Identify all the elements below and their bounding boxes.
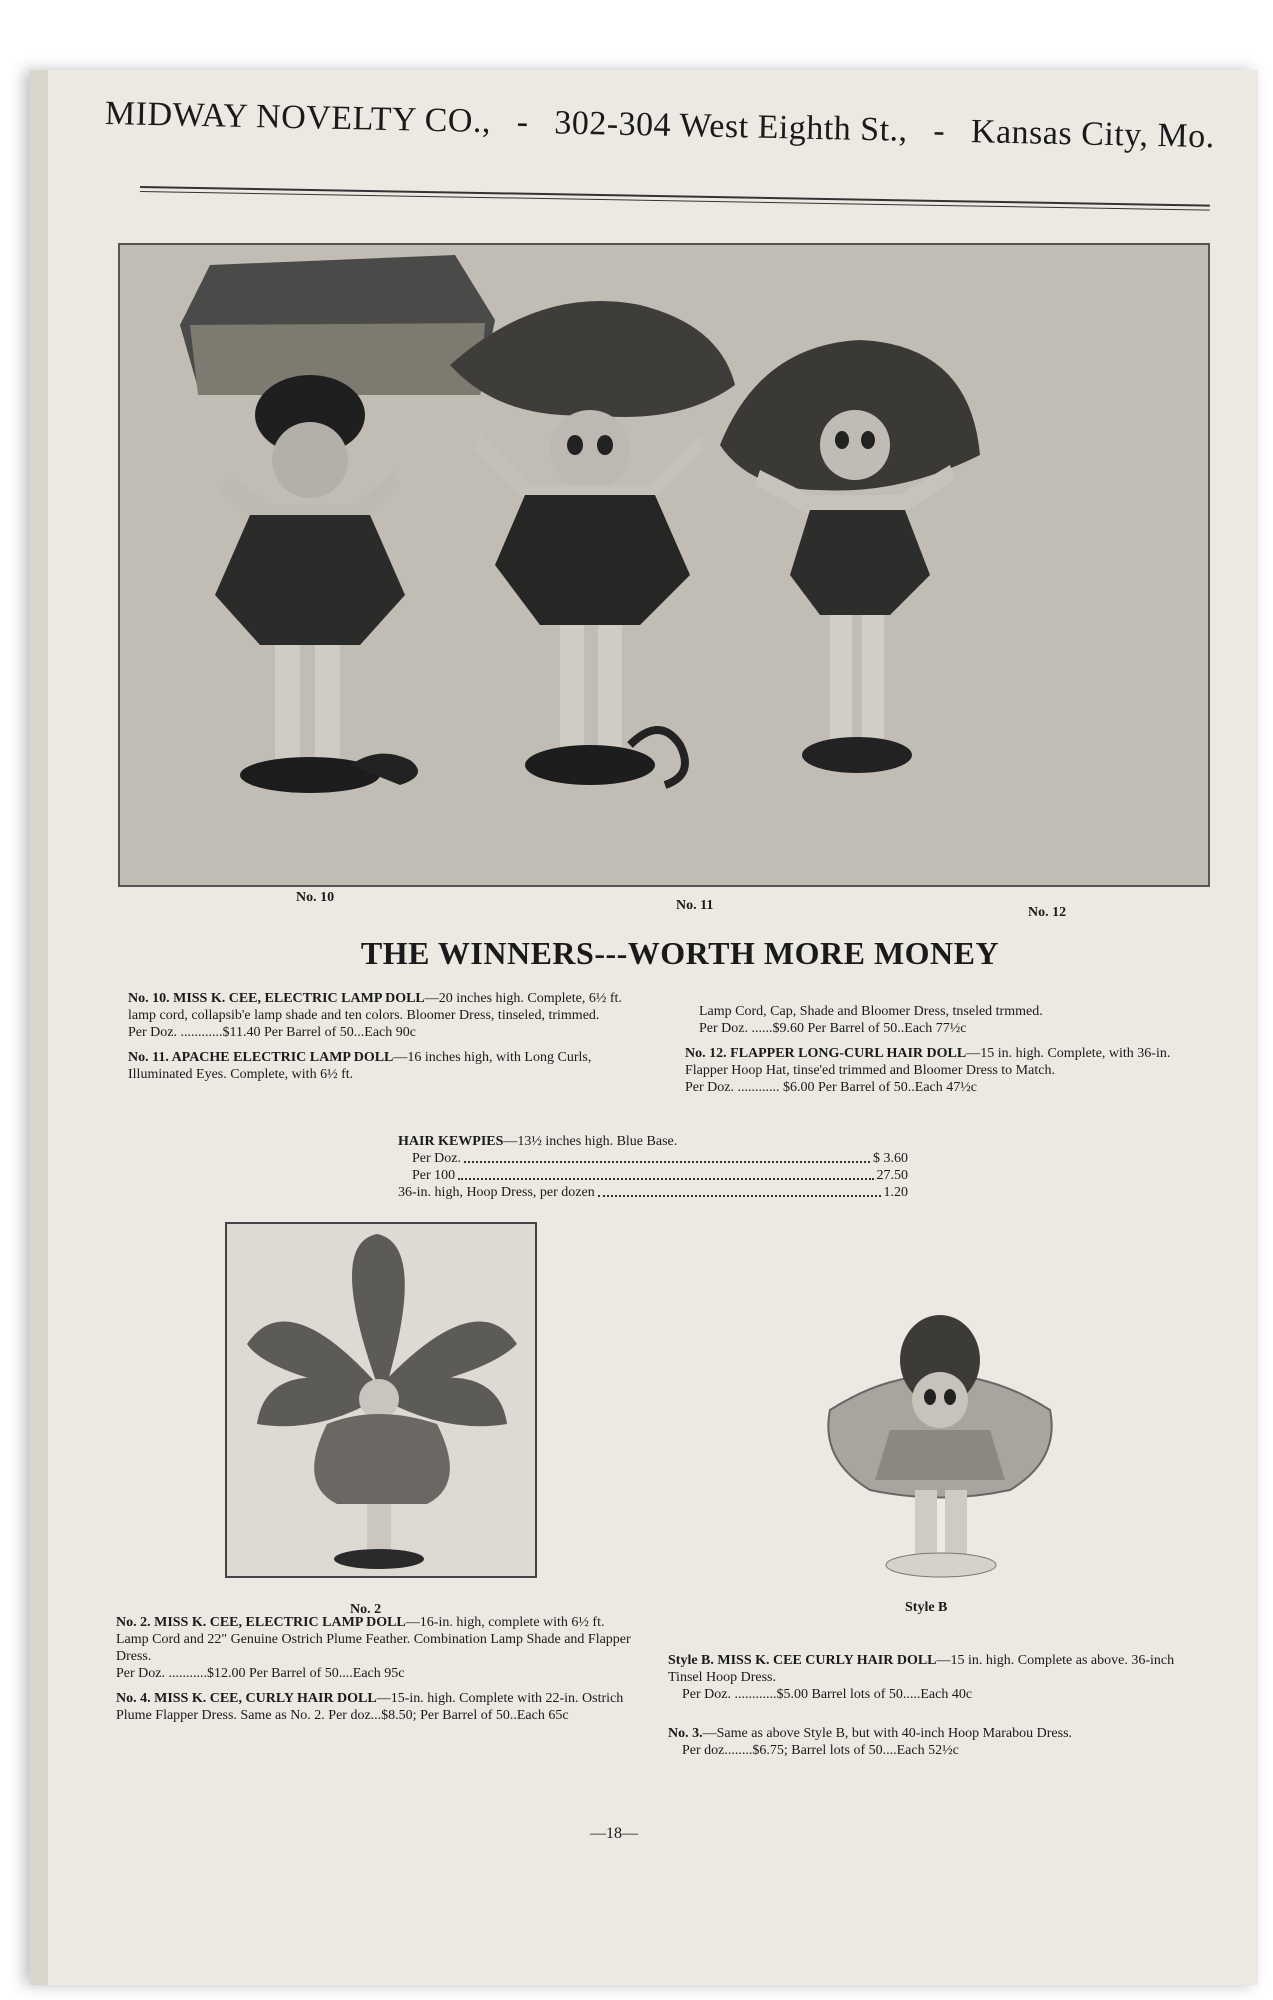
page-number: —18— <box>590 1825 638 1842</box>
item-no-2 <box>116 1614 636 1682</box>
item-price: Per Doz. ............$11.40 Per Barrel of 50...Each 90c <box>128 1025 416 1040</box>
kewpies-title: HAIR KEWPIES <box>398 1134 504 1149</box>
item-body: —15 in. high. Complete, with 36-in. Flapper Hoop Hat, tinse'ed trimmed and Bloomer Dress to Match. <box>685 1046 1171 1078</box>
kewpies-heading <box>398 1133 908 1150</box>
item-no-11-continued <box>685 1003 1195 1037</box>
caption-no-2: No. 2 <box>350 1602 382 1617</box>
caption-no-10: No. 10 <box>296 890 335 905</box>
item-price: Per Doz. ............ $6.00 Per Barrel of 50..Each 47½c <box>685 1080 977 1095</box>
item-body: —16 inches high, with Long Curls, Illuminated Eyes. Complete, with 6½ ft. <box>128 1050 592 1082</box>
item-no-3 <box>668 1725 1183 1759</box>
item-price: Per Doz. ......$9.60 Per Barrel of 50..Each 77½c <box>699 1021 967 1036</box>
items-right-column <box>685 1003 1195 1104</box>
items-left-column <box>128 990 648 1091</box>
page-headline: THE WINNERS---WORTH MORE MONEY <box>360 935 1000 971</box>
caption-style-b: Style B <box>905 1600 948 1615</box>
item-body: —15-in. high. Complete with 22-in. Ostrich Plume Flapper Dress. Same as No. 2. Per doz...$8.50; Per Barrel of 50..Each 65c <box>116 1691 624 1723</box>
item-body: —20 inches high. Complete, 6½ ft. lamp cord, collapsib'e lamp shade and ten colors. Bloomer Dress, tinseled, trimmed. <box>128 991 622 1023</box>
item-no-10 <box>128 990 648 1041</box>
item-style-b <box>668 1652 1183 1703</box>
caption-no-12: No. 12 <box>1028 905 1067 920</box>
item-price: Per Doz. ............$5.00 Barrel lots of 50.....Each 40c <box>682 1687 973 1702</box>
items-bottom-left <box>116 1614 636 1732</box>
item-price: Per doz........$6.75; Barrel lots of 50....Each 52½c <box>682 1743 959 1758</box>
row-label: Per Doz. <box>412 1151 461 1166</box>
caption-no-11: No. 11 <box>676 898 714 913</box>
header-separator: - <box>933 112 946 150</box>
item-title: Style B. MISS K. CEE CURLY HAIR DOLL <box>668 1653 937 1668</box>
item-no-11 <box>128 1049 648 1083</box>
kewpies-price-row <box>398 1184 908 1201</box>
item-title: No. 4. MISS K. CEE, CURLY HAIR DOLL <box>116 1691 377 1706</box>
row-label: Per 100 <box>412 1168 456 1183</box>
item-title: No. 10. MISS K. CEE, ELECTRIC LAMP DOLL <box>128 991 425 1006</box>
lamp-dolls-photo <box>118 243 1210 887</box>
item-body: —Same as above Style B, but with 40-inch Hoop Marabou Dress. <box>702 1726 1073 1741</box>
item-title: No. 2. MISS K. CEE, ELECTRIC LAMP DOLL <box>116 1615 406 1630</box>
item-no-4 <box>116 1690 636 1724</box>
item-no-12 <box>685 1045 1195 1096</box>
item-title: No. 11. APACHE ELECTRIC LAMP DOLL <box>128 1050 394 1065</box>
company-city: Kansas City, Mo. <box>970 113 1216 156</box>
row-value: 27.50 <box>876 1168 908 1183</box>
header-separator: - <box>516 103 529 141</box>
item-price: Per Doz. ...........$12.00 Per Barrel of 50....Each 95c <box>116 1666 405 1681</box>
kewpies-subtitle: —13½ inches high. Blue Base. <box>503 1134 678 1149</box>
company-name: MIDWAY NOVELTY CO., <box>104 95 492 141</box>
item-title: No. 3. <box>668 1726 703 1741</box>
style-b-doll-photo <box>810 1300 1070 1590</box>
item-body: —15 in. high. Complete as above. 36-inch Tinsel Hoop Dress. <box>668 1653 1175 1685</box>
hair-kewpies-block <box>398 1133 908 1201</box>
kewpies-price-row <box>398 1150 908 1167</box>
items-bottom-right <box>668 1652 1183 1767</box>
row-value: 1.20 <box>883 1185 908 1200</box>
company-address: 302-304 West Eighth St., <box>553 104 909 149</box>
item-body: Lamp Cord, Cap, Shade and Bloomer Dress, tnseled trmmed. <box>699 1004 1043 1019</box>
kewpies-price-row <box>398 1167 908 1184</box>
row-value: $ 3.60 <box>873 1151 908 1166</box>
item-body: —16-in. high, complete with 6½ ft. Lamp Cord and 22" Genuine Ostrich Plume Feather. Combination Lamp Shade and Flapper Dress. <box>116 1615 631 1664</box>
ostrich-doll-photo <box>225 1222 537 1578</box>
row-label: 36-in. high, Hoop Dress, per dozen <box>398 1185 595 1200</box>
item-title: No. 12. FLAPPER LONG-CURL HAIR DOLL <box>685 1046 967 1061</box>
